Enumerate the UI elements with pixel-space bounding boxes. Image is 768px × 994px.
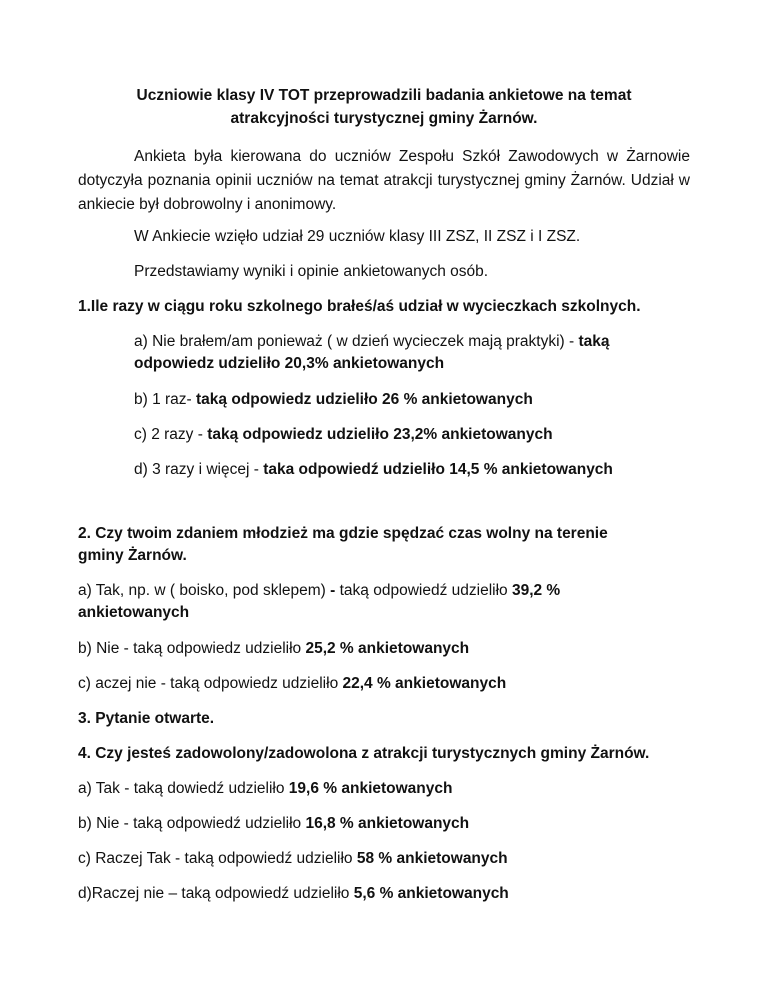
q4-b-bold: 16,8 % ankietowanych [305, 815, 470, 832]
q2-answer-c [78, 672, 506, 695]
question-4-heading: 4. Czy jesteś zadowolony/zadowolona z atrakcji turystycznych gminy Żarnów. [78, 745, 650, 762]
q1-b-text: b) 1 raz- [134, 391, 197, 408]
q2-a-dash: - [330, 582, 336, 599]
participants-text: W Ankiecie wzięło udział 29 uczniów klasy III ZSZ, II ZSZ i I ZSZ. [134, 228, 581, 245]
question-3-heading: 3. Pytanie otwarte. [78, 710, 215, 727]
title-line-1: Uczniowie klasy IV TOT przeprowadzili badania ankietowe na temat [136, 87, 632, 104]
q4-answer-c [78, 847, 508, 870]
q1-a-bold-1: taką [578, 333, 610, 350]
question-2-heading-line-1: 2. Czy twoim zdaniem młodzież ma gdzie spędzać czas wolny na terenie [78, 525, 608, 542]
q1-c-bold: taką odpowiedz udzieliło 23,2% ankietowanych [207, 426, 553, 443]
q2-answer-a [78, 579, 560, 602]
q2-a-text-1: a) Tak, np. w ( boisko, pod sklepem) [78, 582, 331, 599]
q1-b-bold: taką odpowiedz udzieliło 26 % ankietowanych [196, 391, 533, 408]
question-2-heading-line-2: gminy Żarnów. [78, 547, 187, 564]
document-title [60, 84, 708, 130]
q1-answer-a [134, 330, 610, 353]
q1-answer-b [134, 388, 533, 411]
q1-d-bold: taka odpowiedź udzieliło 14,5 % ankietowanych [263, 461, 613, 478]
q2-a-bold-2: ankietowanych [78, 604, 190, 621]
q2-answer-b [78, 637, 469, 660]
question-1-heading: 1.Ile razy w ciągu roku szkolnego brałeś/aś udział w wycieczkach szkolnych. [78, 298, 641, 315]
q2-b-text: b) Nie - taką odpowiedz udzieliło [78, 640, 306, 657]
q2-a-text-2: taką odpowiedź udzieliło [335, 582, 512, 599]
intro-paragraph: Ankieta była kierowana do uczniów Zespołu Szkół Zawodowych w Żarnowie dotyczyła poznania opinii uczniów na temat atrakcji turystycznej gminy Żarnów. Udział w ankiecie był dobrowolny i anonimowy. [78, 148, 690, 213]
q1-d-text: d) 3 razy i więcej - [134, 461, 264, 478]
q2-c-text: c) aczej nie - taką odpowiedz udzieliło [78, 675, 343, 692]
q1-a-bold-2: odpowiedz udzieliło 20,3% ankietowanych [134, 355, 445, 372]
q1-answer-c [134, 423, 553, 446]
q4-a-text: a) Tak - taką dowiedź udzieliło [78, 780, 289, 797]
q1-answer-d [134, 458, 613, 481]
q1-a-text: a) Nie brałem/am ponieważ ( w dzień wycieczek mają praktyki) - [134, 333, 579, 350]
q2-a-bold-1: 39,2 % [511, 582, 561, 599]
q4-d-bold: 5,6 % ankietowanych [353, 885, 509, 902]
presenting-text: Przedstawiamy wyniki i opinie ankietowanych osób. [134, 263, 489, 280]
title-line-2: atrakcyjności turystycznej gminy Żarnów. [230, 110, 538, 127]
q1-c-text: c) 2 razy - [134, 426, 208, 443]
q2-b-bold: 25,2 % ankietowanych [305, 640, 470, 657]
q4-c-bold: 58 % ankietowanych [356, 850, 508, 867]
q4-c-text: c) Raczej Tak - taką odpowiedź udzieliło [78, 850, 357, 867]
q4-answer-a [78, 777, 452, 800]
q4-answer-d [78, 882, 509, 905]
q4-answer-b [78, 812, 469, 835]
q4-d-text: d)Raczej nie – taką odpowiedź udzieliło [78, 885, 354, 902]
q4-b-text: b) Nie - taką odpowiedź udzieliło [78, 815, 306, 832]
q4-a-bold: 19,6 % ankietowanych [288, 780, 453, 797]
q2-c-bold: 22,4 % ankietowanych [342, 675, 507, 692]
